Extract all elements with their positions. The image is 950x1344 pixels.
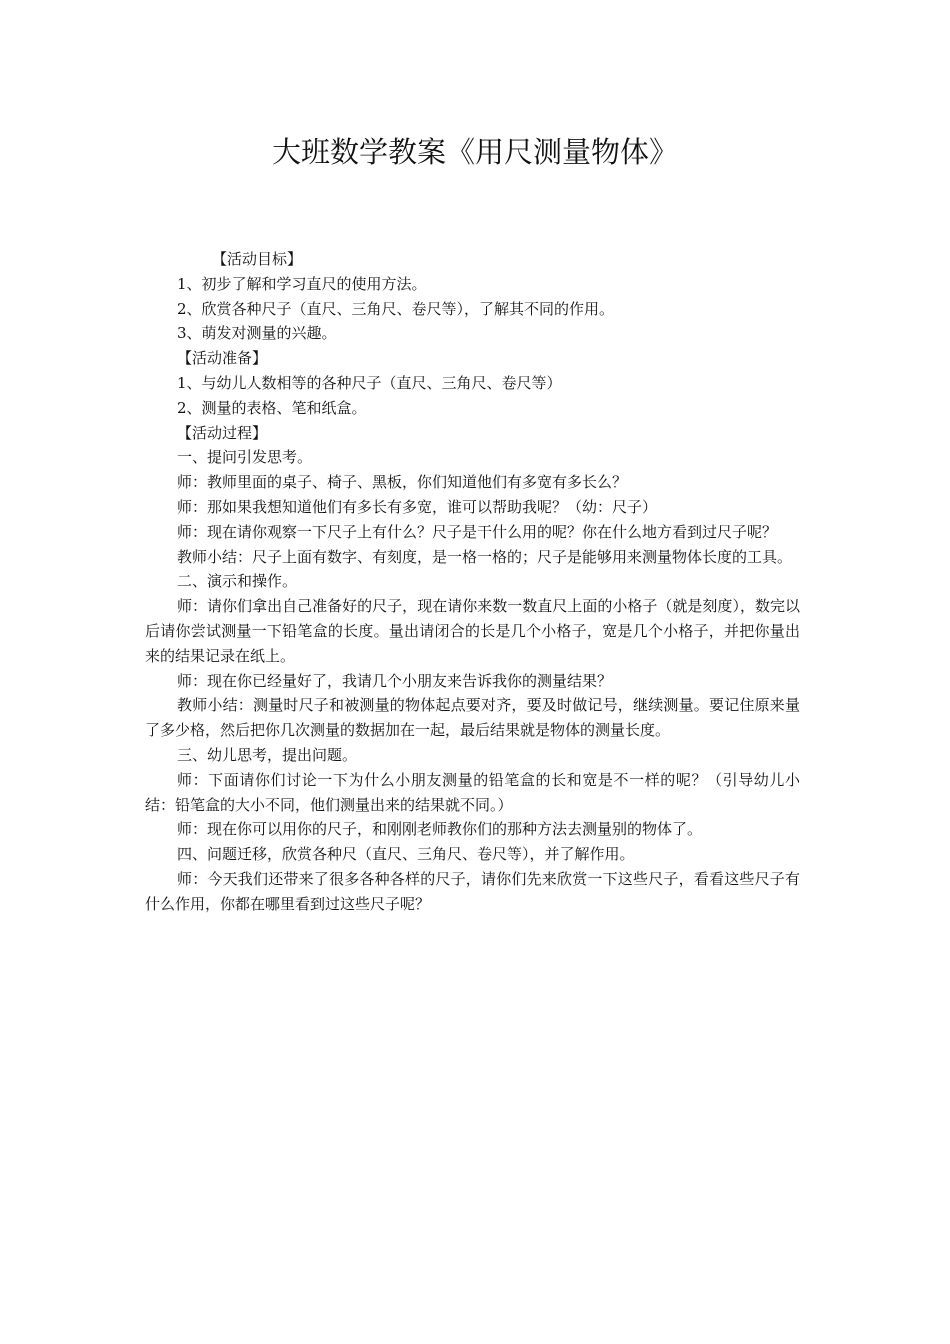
paragraph: 师：教师里面的桌子、椅子、黑板，你们知道他们有多宽有多长么？ — [177, 473, 628, 492]
paragraph: 二、演示和操作。 — [177, 572, 298, 591]
paragraph: 师：现在你已经量好了，我请几个小朋友来告诉我你的测量结果？ — [177, 671, 613, 690]
paragraph: 三、幼儿思考，提出问题。 — [177, 745, 358, 764]
document-title: 大班数学教案《用尺测量物体》 — [271, 135, 678, 169]
paragraph: 1、初步了解和学习直尺的使用方法。 — [177, 274, 427, 293]
paragraph: 师：现在请你观察一下尺子上有什么？尺子是干什么用的呢？你在什么地方看到过尺子呢？ — [177, 522, 778, 541]
section-heading-preparation: 【活动准备】 — [177, 349, 268, 368]
paragraph: 教师小结：尺子上面有数字、有刻度，是一格一格的；尺子是能够用来测量物体长度的工具。 — [177, 547, 793, 566]
paragraph: 教师小结：测量时尺子和被测量的物体起点要对齐，要及时做记号，继续测量。要记住原来量了多少格，然后把你几次测量的数据加在一起，最后结果就是物体的测量长度。 — [145, 696, 800, 740]
section-heading-process: 【活动过程】 — [177, 423, 268, 442]
paragraph: 四、问题迁移，欣赏各种尺（直尺、三角尺、卷尺等），并了解作用。 — [177, 845, 635, 864]
paragraph: 2、欣赏各种尺子（直尺、三角尺、卷尺等），了解其不同的作用。 — [177, 299, 615, 318]
paragraph: 师：下面请你们讨论一下为什么小朋友测量的铅笔盒的长和宽是不一样的呢？（引导幼儿小结：铅笔盒的大小不同，他们测量出来的结果就不同。） — [145, 770, 800, 814]
section-heading-goals: 【活动目标】 — [212, 250, 303, 268]
paragraph: 2、测量的表格、笔和纸盒。 — [177, 398, 367, 417]
paragraph: 一、提问引发思考。 — [177, 448, 313, 467]
document-body — [145, 247, 800, 917]
paragraph: 师：今天我们还带来了很多各种各样的尺子，请你们先来欣赏一下这些尺子，看看这些尺子有什么作用，你都在哪里看到过这些尺子呢？ — [145, 869, 800, 913]
paragraph: 1、与幼儿人数相等的各种尺子（直尺、三角尺、卷尺等） — [177, 373, 562, 392]
paragraph: 师：现在你可以用你的尺子，和刚刚老师教你们的那种方法去测量别的物体了。 — [177, 820, 703, 839]
paragraph: 师：那如果我想知道他们有多长有多宽，谁可以帮助我呢？（幼：尺子） — [177, 497, 658, 516]
paragraph: 师：请你们拿出自己准备好的尺子，现在请你来数一数直尺上面的小格子（就是刻度），数完以后请你尝试测量一下铅笔盒的长度。量出请闭合的长是几个小格子，宽是几个小格子，并把你量出来的结果记录在纸上。 — [145, 597, 800, 665]
paragraph: 3、萌发对测量的兴趣。 — [177, 324, 337, 343]
